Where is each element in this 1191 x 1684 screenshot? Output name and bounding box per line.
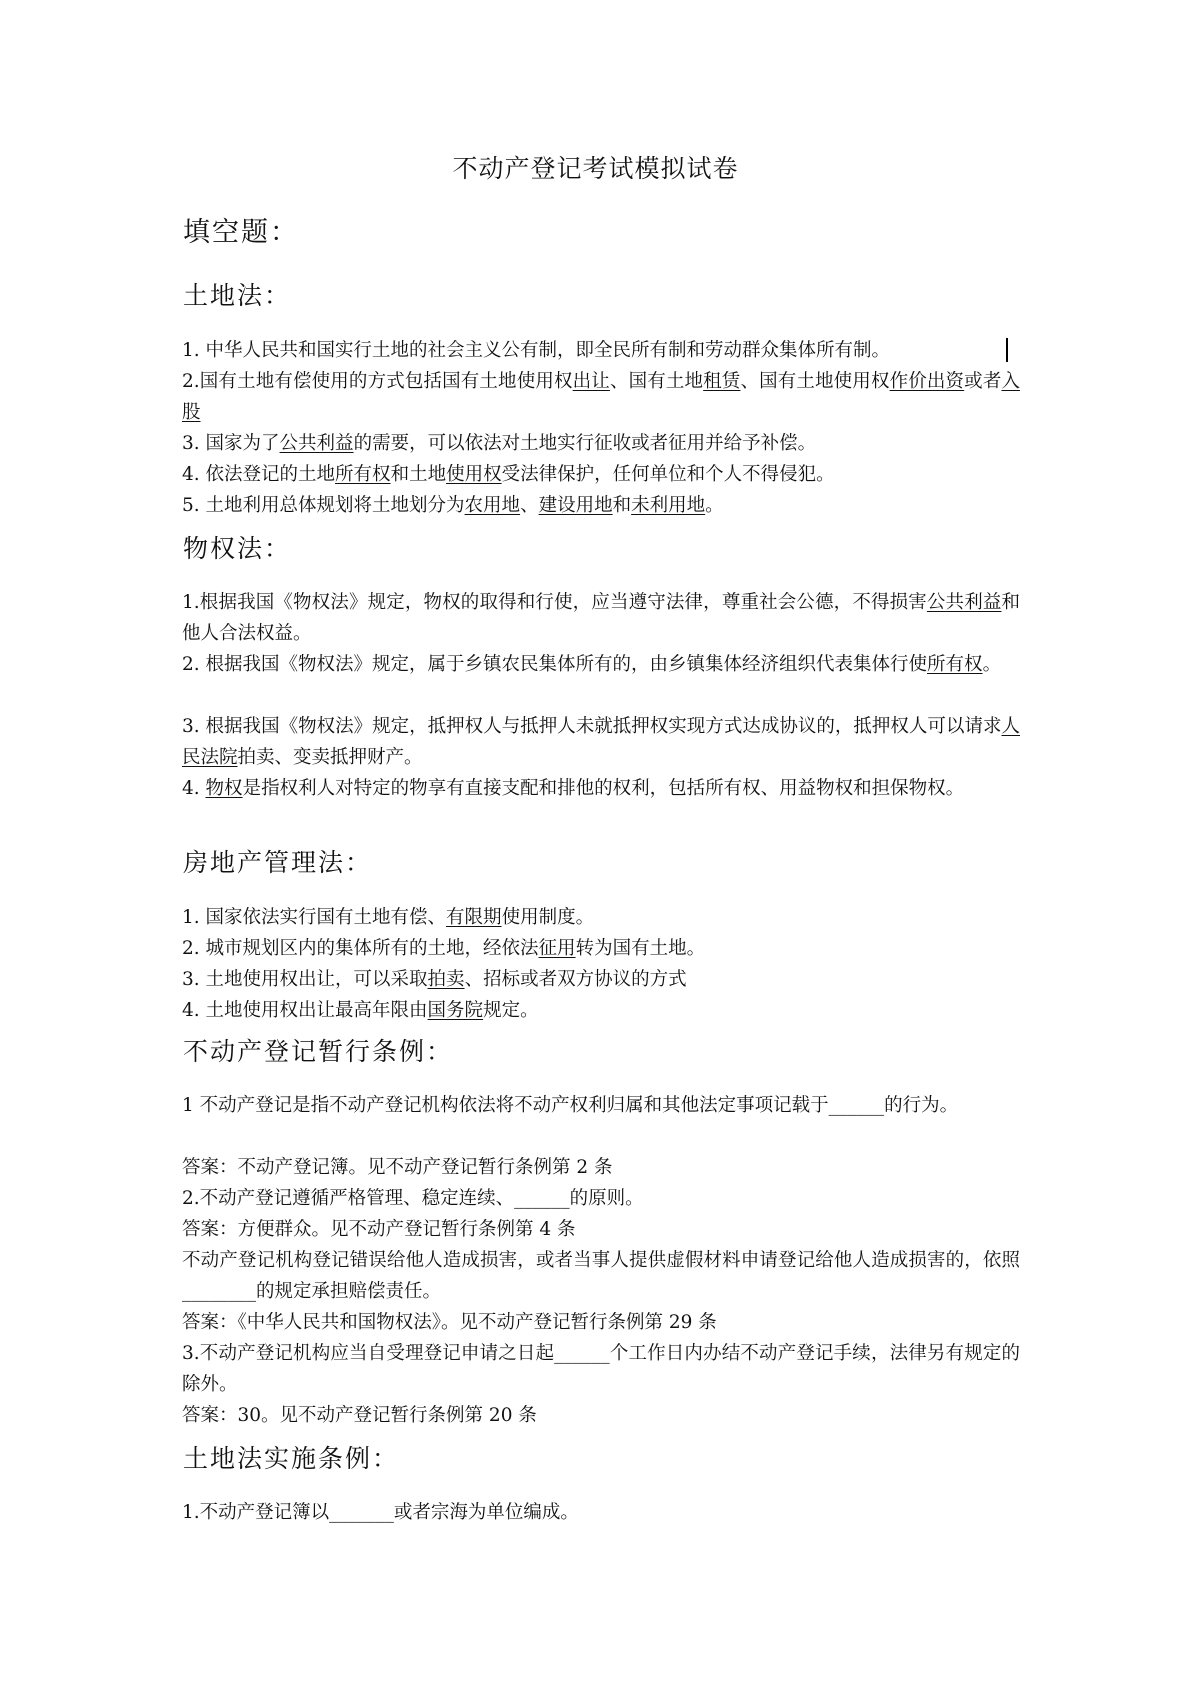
property-law-item-4 (182, 773, 1020, 804)
text-run: 1.不动产登记簿以_______或者宗海为单位编成。 (182, 1502, 579, 1523)
land-law-heading: 土地法： (183, 281, 292, 310)
registration-answer-4 (182, 1400, 1020, 1431)
section-heading-fill-in: 填空题： (183, 217, 299, 248)
text-run: 是指权利人对特定的物享有直接支配和排他的权利，包括所有权、用益物权和担保物权。 (242, 778, 965, 799)
document-title: 不动产登记考试模拟试卷 (452, 154, 739, 183)
text-run: 3. 国家为了 (182, 433, 280, 454)
property-law-item-1 (182, 587, 1020, 649)
text-run: 使用制度。 (501, 907, 595, 928)
registration-answer-1 (182, 1152, 1020, 1183)
registration-question-4 (182, 1338, 1020, 1400)
text-run: 2. 根据我国《物权法》规定，属于乡镇农民集体所有的，由乡镇集体经济组织代表集体行使 (182, 654, 928, 675)
text-run: 和 (612, 495, 632, 516)
text-run: 和他人合法权益。 (182, 592, 1020, 644)
land-law-item-3 (182, 428, 1020, 459)
text-run: 转为国有土地。 (575, 938, 706, 959)
text-run: 4. 土地使用权出让最高年限由 (182, 1000, 428, 1021)
text-run: 4. 依法登记的土地 (182, 464, 336, 485)
text-run: 2.不动产登记遵循严格管理、稳定连续、______的原则。 (182, 1188, 644, 1209)
text-run: 4. (182, 778, 206, 799)
underlined-answer: 租赁 (703, 371, 741, 392)
text-run: 、国有土地 (609, 371, 704, 392)
underlined-answer: 征用 (538, 938, 576, 959)
text-run: 答案：不动产登记簿。见不动产登记暂行条例第 2 条 (182, 1157, 613, 1178)
underlined-answer: 物权 (205, 778, 243, 799)
underlined-answer: 公共利益 (279, 433, 354, 454)
underlined-answer: 国务院 (427, 1000, 484, 1021)
text-run: 或者 (964, 371, 1002, 392)
underlined-answer: 公共利益 (926, 592, 1002, 613)
registration-question-3 (182, 1245, 1020, 1307)
text-run: 规定。 (483, 1000, 539, 1021)
real-estate-law-heading: 房地产管理法： (183, 848, 373, 877)
underlined-answer: 所有权 (335, 464, 391, 485)
text-run: 、国有土地使用权 (740, 371, 890, 392)
registration-answer-3 (182, 1307, 1020, 1338)
text-run: 和土地 (390, 464, 447, 485)
text-run: 答案：《中华人民共和国物权法》。见不动产登记暂行条例第 29 条 (182, 1312, 717, 1333)
text-run: 3.不动产登记机构应当自受理登记申请之日起______个工作日内办结不动产登记手续，法律另有规定的除外。 (182, 1343, 1020, 1395)
text-run: 1. 国家依法实行国有土地有偿、 (182, 907, 447, 928)
real-estate-law-item-1 (182, 902, 1020, 933)
text-run: 1 不动产登记是指不动产登记机构依法将不动产权利归属和其他法定事项记载于______的行为。 (182, 1095, 959, 1116)
text-cursor (1006, 338, 1008, 362)
property-law-item-2 (182, 649, 1020, 680)
text-run: 、招标或者双方协议的方式 (464, 969, 687, 990)
text-run: 答案：30。见不动产登记暂行条例第 20 条 (182, 1405, 537, 1426)
underlined-answer: 人民法院 (182, 716, 1020, 768)
real-estate-law-item-4 (182, 995, 1020, 1026)
land-law-item-4 (182, 459, 1020, 490)
underlined-answer: 所有权 (927, 654, 983, 675)
registration-answer-2 (182, 1214, 1020, 1245)
underlined-answer: 拍卖 (427, 969, 465, 990)
text-run: 受法律保护，任何单位和个人不得侵犯。 (501, 464, 835, 485)
real-estate-law-item-2 (182, 933, 1020, 964)
land-law-item-2 (182, 366, 1020, 428)
underlined-answer: 使用权 (446, 464, 502, 485)
underlined-answer: 入股 (182, 371, 1020, 423)
text-run: 1.根据我国《物权法》规定，物权的取得和行使，应当遵守法律，尊重社会公德，不得损害 (182, 592, 927, 613)
text-run: 答案：方便群众。见不动产登记暂行条例第 4 条 (182, 1219, 576, 1240)
property-law-item-3 (182, 711, 1020, 773)
land-law-implementation-heading: 土地法实施条例： (183, 1444, 400, 1473)
underlined-answer: 出让 (572, 371, 610, 392)
text-run: 。 (982, 654, 1002, 675)
text-run: 拍卖、变卖抵押财产。 (237, 747, 423, 768)
land-law-implementation-item-1 (182, 1497, 1020, 1528)
text-run: 2. 城市规划区内的集体所有的土地，经依法 (182, 938, 539, 959)
land-law-item-1 (182, 335, 1020, 366)
registration-regulation-heading: 不动产登记暂行条例： (183, 1037, 454, 1066)
text-run: 3. 土地使用权出让，可以采取 (182, 969, 428, 990)
underlined-answer: 作价出资 (889, 371, 965, 392)
underlined-answer: 有限期 (446, 907, 502, 928)
text-run: 2.国有土地有偿使用的方式包括国有土地使用权 (182, 371, 573, 392)
underlined-answer: 建设用地 (538, 495, 613, 516)
text-run: 1. 中华人民共和国实行土地的社会主义公有制，即全民所有制和劳动群众集体所有制。 (182, 340, 891, 361)
underlined-answer: 未利用地 (631, 495, 706, 516)
text-run: 、 (520, 495, 539, 516)
property-law-heading: 物权法： (183, 534, 292, 563)
registration-question-1 (182, 1090, 1020, 1121)
underlined-answer: 农用地 (464, 495, 521, 516)
real-estate-law-item-3 (182, 964, 1020, 995)
text-run: 。 (705, 495, 724, 516)
text-run: 的需要，可以依法对土地实行征收或者征用并给予补偿。 (353, 433, 817, 454)
text-run: 5. 土地利用总体规划将土地划分为 (182, 495, 465, 516)
text-run: 不动产登记机构登记错误给他人造成损害，或者当事人提供虚假材料申请登记给他人造成损害的，依照________的规定承担赔偿责任。 (182, 1250, 1020, 1302)
text-run: 3. 根据我国《物权法》规定，抵押权人与抵押人未就抵押权实现方式达成协议的，抵押权人可以请求 (182, 716, 1002, 737)
land-law-item-5 (182, 490, 1020, 521)
registration-question-2 (182, 1183, 1020, 1214)
